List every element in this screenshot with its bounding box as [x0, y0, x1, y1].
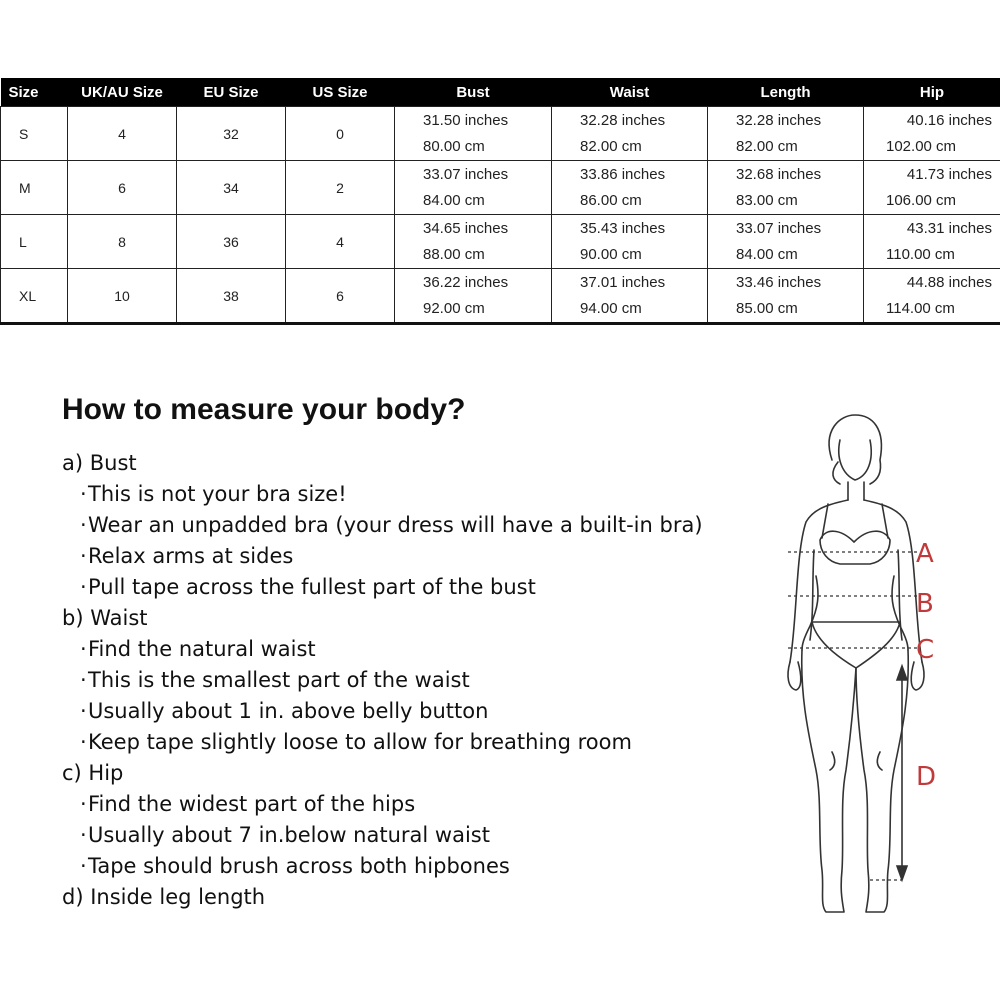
length-inches-value: 32.68 inches	[736, 165, 822, 183]
guide-section-title: b) Waist	[62, 606, 148, 630]
length-cm-value: 84.00 cm	[736, 245, 798, 263]
bullet-mark: ·	[80, 544, 87, 568]
bullet-mark: ·	[80, 730, 87, 754]
guide-section-title: a) Bust	[62, 451, 137, 475]
guide-bullet-text: This is not your bra size!	[88, 482, 347, 506]
length-inches-value: 32.28 inches	[736, 111, 822, 129]
guide-bullet-text: Relax arms at sides	[88, 544, 294, 568]
bullet-mark: ·	[80, 637, 87, 661]
guide-bullet	[62, 727, 762, 758]
bust-inches-value: 31.50 inches	[423, 111, 509, 129]
left-leg-outline	[802, 650, 856, 912]
guide-title: How to measure your body?	[62, 393, 466, 426]
cell-size: S	[1, 107, 68, 161]
cell-bust	[395, 269, 552, 324]
cell-length	[708, 107, 864, 161]
waist-cm-value: 86.00 cm	[580, 191, 642, 209]
header-size: Size	[1, 78, 68, 107]
label-c: C	[916, 635, 935, 665]
length-cm-value: 82.00 cm	[736, 137, 798, 155]
neck-outline	[848, 482, 864, 500]
hip-inches-value: 41.73 inches	[906, 165, 992, 183]
waist-inches-value: 35.43 inches	[580, 219, 666, 237]
hip-cm-value: 110.00 cm	[886, 245, 955, 263]
table-header-row	[1, 78, 1000, 107]
hip-inches-value: 44.88 inches	[906, 273, 992, 291]
header-us-size: US Size	[286, 78, 395, 107]
header-hip: Hip	[864, 78, 1000, 107]
length-cm-value: 83.00 cm	[736, 191, 798, 209]
cell-hip	[864, 269, 1000, 324]
bullet-mark: ·	[80, 575, 87, 599]
cell-size: XL	[1, 269, 68, 324]
hip-cm-value: 106.00 cm	[886, 191, 957, 209]
guide-bullet	[62, 789, 762, 820]
cell-uk-au-size: 6	[68, 161, 177, 215]
cell-eu-size: 34	[177, 161, 286, 215]
cell-hip	[864, 215, 1000, 269]
guide-bullet-text: Find the natural waist	[88, 637, 316, 661]
cell-us-size: 4	[286, 215, 395, 269]
cell-waist	[552, 107, 708, 161]
bust-inches-value: 33.07 inches	[423, 165, 509, 183]
cell-us-size: 6	[286, 269, 395, 324]
guide-bullet-text: Usually about 7 in.below natural waist	[88, 823, 490, 847]
guide-bullet	[62, 665, 762, 696]
length-inches-value: 33.07 inches	[736, 219, 822, 237]
label-b: B	[916, 589, 934, 619]
hip-inches-value: 43.31 inches	[906, 219, 992, 237]
measurement-guide	[62, 448, 762, 913]
bust-inches-value: 34.65 inches	[423, 219, 509, 237]
size-chart-table	[0, 78, 1000, 325]
guide-bullet	[62, 572, 762, 603]
cell-bust	[395, 107, 552, 161]
cell-size: L	[1, 215, 68, 269]
length-cm-value: 85.00 cm	[736, 299, 798, 317]
cell-length	[708, 269, 864, 324]
label-a: A	[916, 539, 934, 569]
cell-uk-au-size: 10	[68, 269, 177, 324]
waist-cm-value: 90.00 cm	[580, 245, 642, 263]
guide-bullet	[62, 510, 762, 541]
bust-cm-value: 84.00 cm	[423, 191, 485, 209]
cell-length	[708, 215, 864, 269]
header-uk-au-size: UK/AU Size	[68, 78, 177, 107]
header-length: Length	[708, 78, 864, 107]
hip-cm-value: 102.00 cm	[886, 137, 957, 155]
guide-bullet	[62, 479, 762, 510]
table-row	[1, 215, 1000, 269]
table-row	[1, 107, 1000, 161]
cell-waist	[552, 269, 708, 324]
guide-bullet-text: This is the smallest part of the waist	[88, 668, 470, 692]
bra-outline	[820, 531, 890, 564]
guide-bullet	[62, 851, 762, 882]
guide-bullet-text: Usually about 1 in. above belly button	[88, 699, 489, 723]
cell-uk-au-size: 4	[68, 107, 177, 161]
cell-hip	[864, 161, 1000, 215]
cell-bust	[395, 161, 552, 215]
bullet-mark: ·	[80, 823, 87, 847]
table-row	[1, 161, 1000, 215]
face-outline	[839, 440, 871, 480]
length-inches-value: 33.46 inches	[736, 273, 822, 291]
hip-inches-value: 40.16 inches	[906, 111, 992, 129]
guide-bullet-text: Keep tape slightly loose to allow for breathing room	[88, 730, 632, 754]
label-d: D	[916, 762, 937, 792]
waist-inches-value: 37.01 inches	[580, 273, 666, 291]
waist-cm-value: 82.00 cm	[580, 137, 642, 155]
header-eu-size: EU Size	[177, 78, 286, 107]
cell-waist	[552, 215, 708, 269]
cell-hip	[864, 107, 1000, 161]
cell-uk-au-size: 8	[68, 215, 177, 269]
cell-bust	[395, 215, 552, 269]
table-body	[1, 107, 1000, 324]
waist-inches-value: 33.86 inches	[580, 165, 666, 183]
hip-cm-value: 114.00 cm	[886, 299, 955, 317]
bullet-mark: ·	[80, 854, 87, 878]
table-row	[1, 269, 1000, 324]
cell-us-size: 2	[286, 161, 395, 215]
bullet-mark: ·	[80, 668, 87, 692]
bullet-mark: ·	[80, 482, 87, 506]
bust-cm-value: 80.00 cm	[423, 137, 485, 155]
cell-eu-size: 36	[177, 215, 286, 269]
guide-bullet-text: Wear an unpadded bra (your dress will have a built-in bra)	[88, 513, 703, 537]
waist-inches-value: 32.28 inches	[580, 111, 666, 129]
cell-us-size: 0	[286, 107, 395, 161]
body-measurement-figure	[770, 400, 1000, 930]
waist-cm-value: 94.00 cm	[580, 299, 642, 317]
bullet-mark: ·	[80, 792, 87, 816]
hair-outline	[829, 415, 881, 484]
header-bust: Bust	[395, 78, 552, 107]
guide-bullet-text: Tape should brush across both hipbones	[88, 854, 510, 878]
header-waist: Waist	[552, 78, 708, 107]
bullet-mark: ·	[80, 699, 87, 723]
guide-bullet	[62, 820, 762, 851]
cell-waist	[552, 161, 708, 215]
cell-size: M	[1, 161, 68, 215]
guide-bullet	[62, 634, 762, 665]
cell-eu-size: 38	[177, 269, 286, 324]
bust-cm-value: 92.00 cm	[423, 299, 485, 317]
guide-bullet	[62, 541, 762, 572]
guide-bullet-text: Pull tape across the fullest part of the bust	[88, 575, 536, 599]
guide-bullet	[62, 696, 762, 727]
guide-bullet-text: Find the widest part of the hips	[88, 792, 416, 816]
briefs-outline	[812, 622, 900, 668]
guide-section-title: d) Inside leg length	[62, 885, 266, 909]
cell-length	[708, 161, 864, 215]
guide-section-title: c) Hip	[62, 761, 124, 785]
bust-cm-value: 88.00 cm	[423, 245, 485, 263]
cell-eu-size: 32	[177, 107, 286, 161]
bullet-mark: ·	[80, 513, 87, 537]
bust-inches-value: 36.22 inches	[423, 273, 509, 291]
